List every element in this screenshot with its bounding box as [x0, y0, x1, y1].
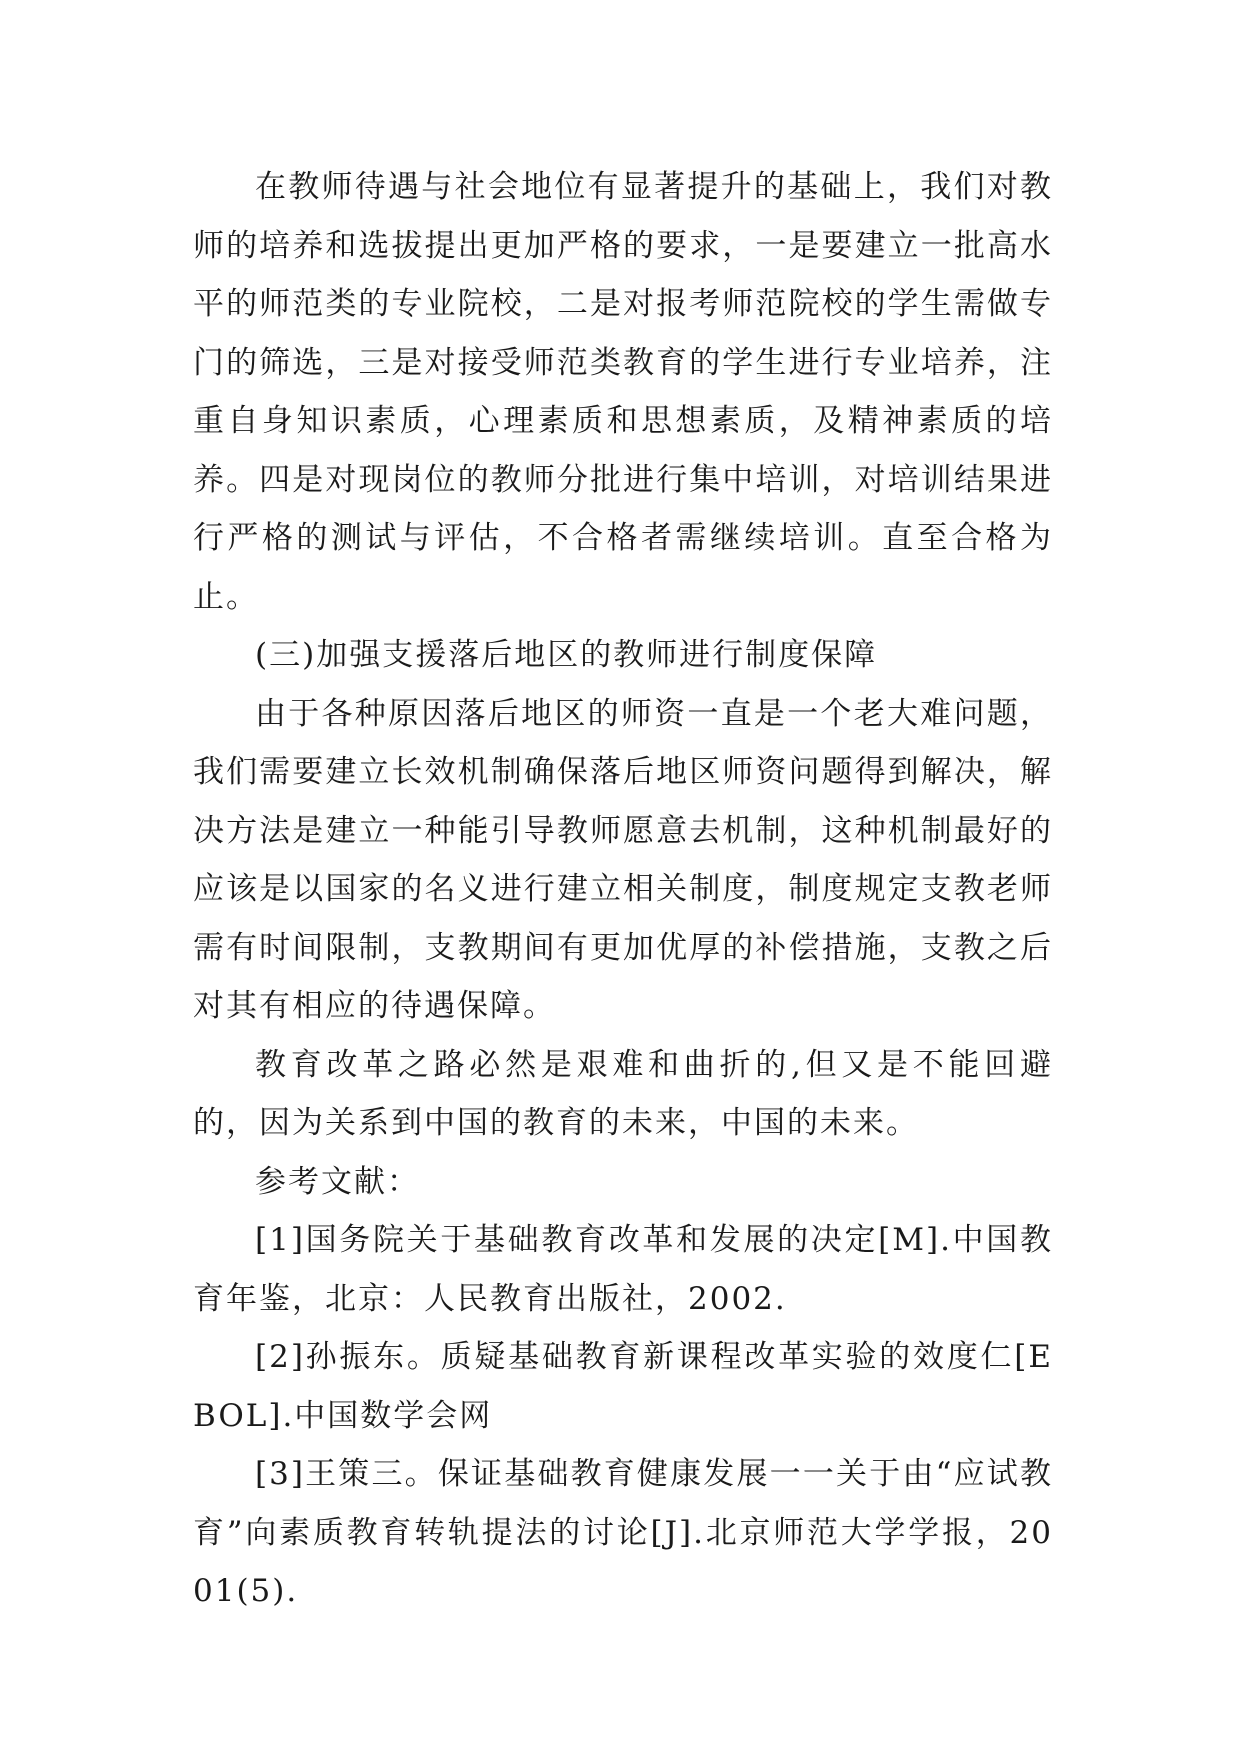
reference-item-3: [3]王策三。保证基础教育健康发展一一关于由“应试教育”向素质教育转轨提法的讨论[J].北京师范大学学报，2001(5).: [193, 1456, 1053, 1609]
paragraph-teacher-training: 在教师待遇与社会地位有显著提升的基础上，我们对教师的培养和选拔提出更加严格的要求，一是要建立一批高水平的师范类的专业院校，二是对报考师范院校的学生需做专门的筛选，三是对接受师范类教育的学生进行专业培养，注重自身知识素质，心理素质和思想素质，及精神素质的培养。四是对现岗位的教师分批进行集中培训，对培训结果进行严格的测试与评估，不合格者需继续培训。直至合格为止。: [193, 169, 1053, 615]
document-body: [193, 158, 1053, 1621]
section-heading-3: (三)加强支援落后地区的教师进行制度保障: [255, 637, 878, 673]
reference-item-2: [2]孙振东。质疑基础教育新课程改革实验的效度仁[EBOL].中国数学会网: [193, 1339, 1053, 1434]
reference-item-1: [1]国务院关于基础教育改革和发展的决定[M].中国教育年鉴，北京：人民教育出版社，2002.: [193, 1222, 1053, 1317]
paragraph-conclusion: 教育改革之路必然是艰难和曲折的,但又是不能回避的，因为关系到中国的教育的未来，中国的未来。: [193, 1046, 1053, 1141]
paragraph-rural-support: 由于各种原因落后地区的师资一直是一个老大难问题，我们需要建立长效机制确保落后地区师资问题得到解决，解决方法是建立一种能引导教师愿意去机制，这种机制最好的应该是以国家的名义进行建立相关制度，制度规定支教老师需有时间限制，支教期间有更加优厚的补偿措施，支教之后对其有相应的待遇保障。: [193, 695, 1053, 1024]
references-heading: 参考文献：: [255, 1163, 420, 1200]
